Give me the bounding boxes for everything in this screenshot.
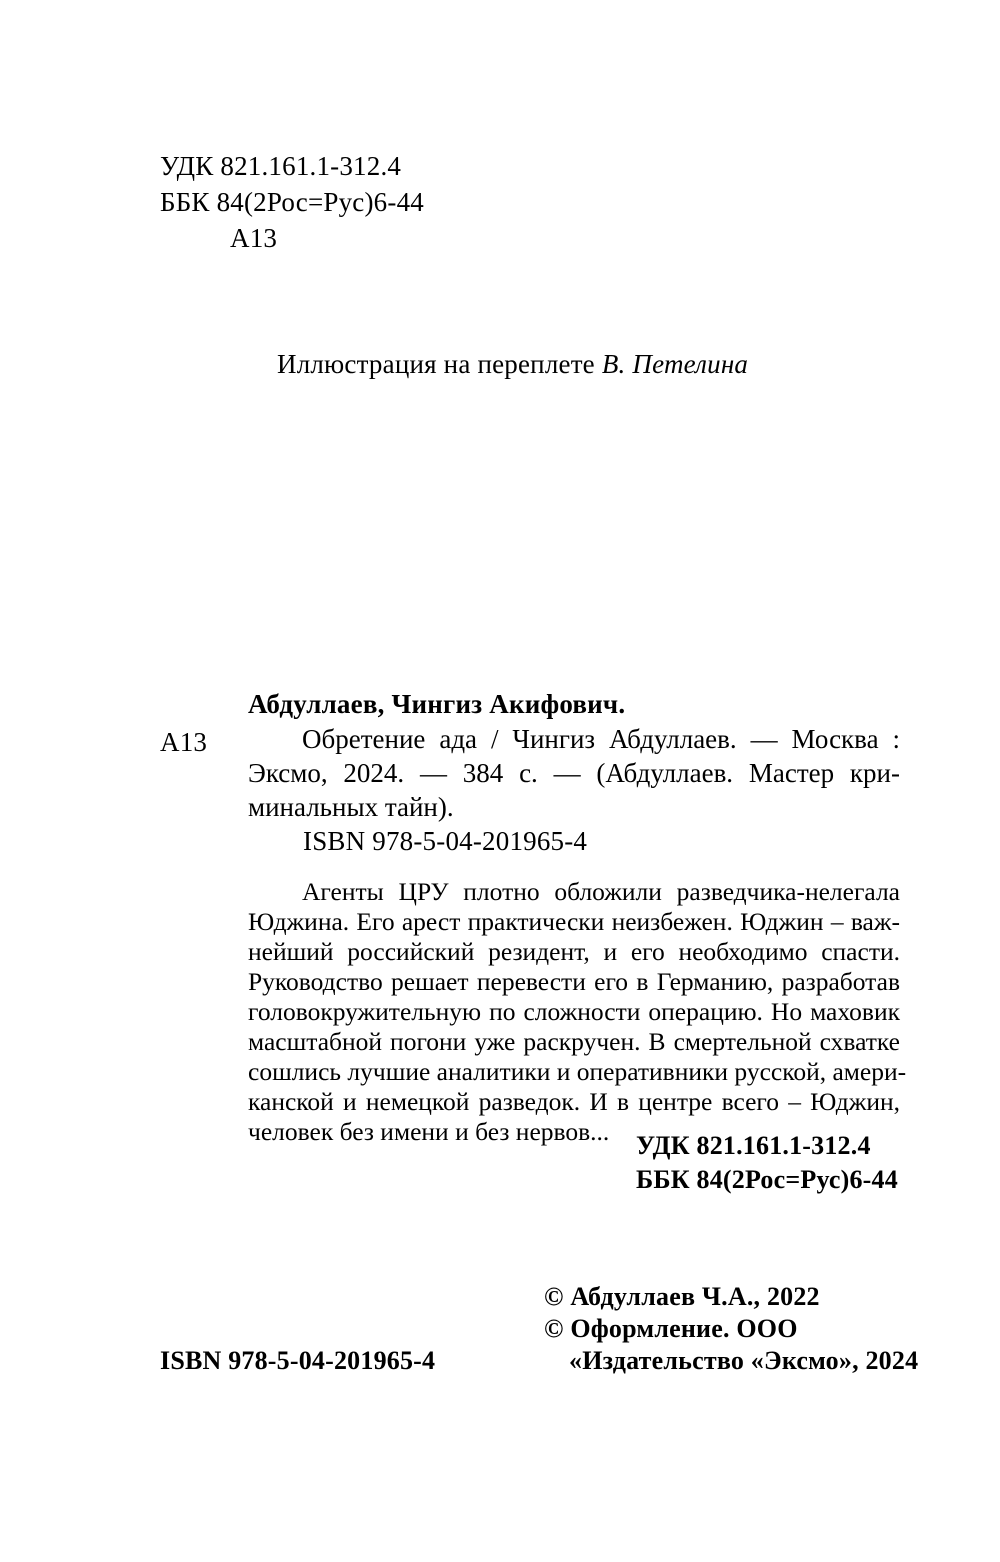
copyright-design: © Оформление. ООО [544,1314,798,1343]
isbn-code: ISBN 978-5-04-201965-4 [160,1346,436,1375]
illustration-artist: В. Петелина [601,349,749,379]
copyright-publisher: «Издательство «Эксмо», 2024 [569,1346,919,1375]
annotation-line: человек без имени и без нервов... [248,1117,610,1146]
illustration-credit [277,348,748,380]
annotation-line: Юджина. Его арест практически неизбежен. Юджин – важ- [248,907,900,936]
record-line: минальных тайн). [248,792,454,822]
copyright-author: © Абдуллаев Ч.А., 2022 [544,1282,820,1311]
footer-bbk-code: ББК 84(2Рос=Рус)6-44 [636,1165,898,1194]
record-isbn: ISBN 978-5-04-201965-4 [303,826,588,856]
udk-code: УДК 821.161.1-312.4 [160,151,402,181]
record-line: Обретение ада / Чингиз Абдуллаев. — Москва : [302,724,900,754]
annotation-line: нейший российский резидент, и его необходимо спасти. [248,937,900,966]
annotation-line: Руководство решает перевести его в Германию, разработав [248,967,900,996]
record-line: Эксмо, 2024. — 384 с. — (Абдуллаев. Мастер кри- [248,758,900,788]
bbk-code: ББК 84(2Рос=Рус)6-44 [160,187,424,217]
record-author: Абдуллаев, Чингиз Акифович. [248,689,626,719]
annotation-line: головокружительную по сложности операцию. Но маховик [248,997,900,1026]
footer-udk-code: УДК 821.161.1-312.4 [636,1131,871,1160]
annotation-line: масштабной погони уже раскручен. В смертельной схватке [248,1027,900,1056]
annotation-line: сошлись лучшие аналитики и оперативники русской, амери- [248,1057,907,1086]
record-author-mark: А13 [160,727,208,757]
author-mark: А13 [230,223,278,253]
illustration-prefix: Иллюстрация на переплете [277,349,602,379]
annotation-line: канской и немецкой разведок. И в центре всего – Юджин, [248,1087,900,1116]
annotation-line: Агенты ЦРУ плотно обложили разведчика-нелегала [302,877,900,906]
